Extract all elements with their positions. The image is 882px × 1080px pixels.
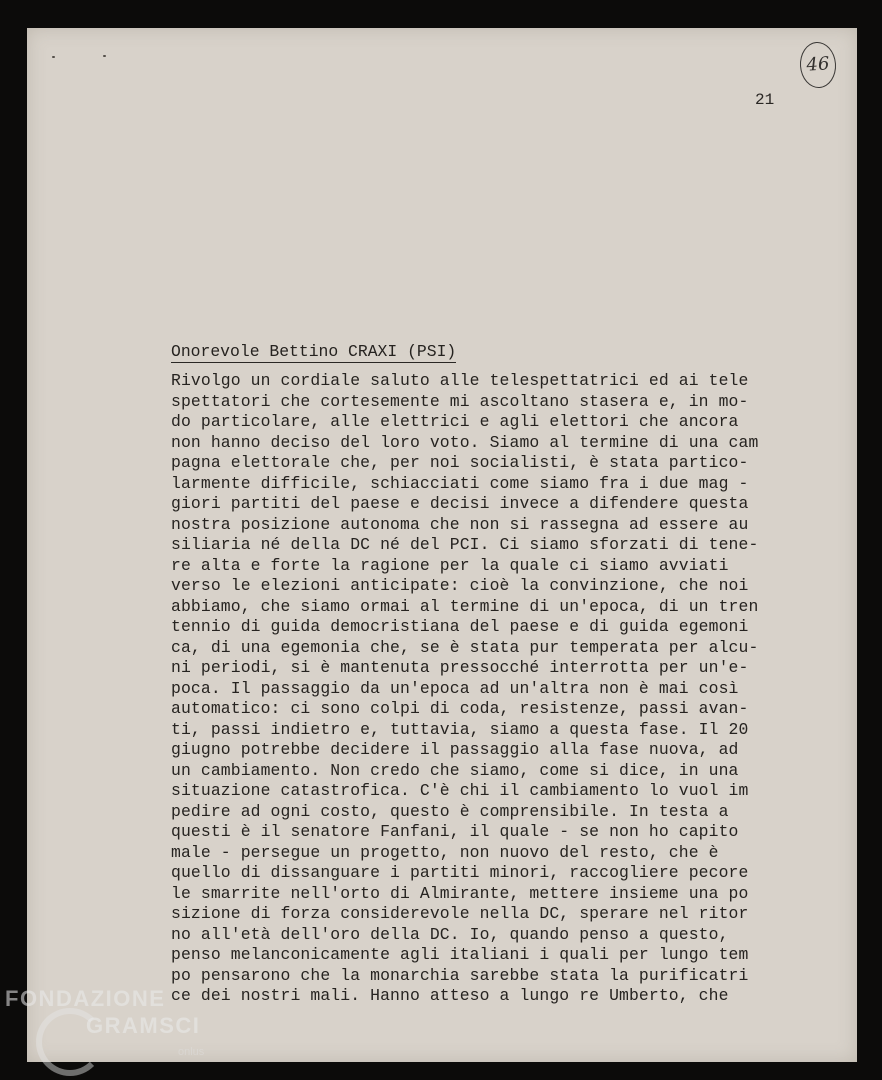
text-line: un cambiamento. Non credo che siamo, come si dice, in una xyxy=(171,760,739,780)
text-line: ce dei nostri mali. Hanno atteso a lungo re Umberto, che xyxy=(171,986,729,1005)
text-line: sizione di forza considerevole nella DC, sperare nel ritor xyxy=(171,904,749,923)
text-line: automatico: ci sono colpi di coda, resistenze, passi avan- xyxy=(171,699,749,718)
text-line: nostra posizione autonoma che non si rassegna ad essere au xyxy=(171,514,749,534)
paper-speck xyxy=(52,56,55,58)
watermark-suffix: onlus xyxy=(178,1046,205,1058)
text-line: ca, di una egemonia che, se è stata pur temperata per alcu- xyxy=(171,637,759,657)
text-line: giori partiti del paese e decisi invece a difendere questa xyxy=(171,494,749,513)
text-line: pedire ad ogni costo, questo è comprensibile. In testa a xyxy=(171,801,729,821)
text-line: siliaria né della DC né del PCI. Ci siamo sforzati di tene- xyxy=(171,535,759,554)
speaker-heading: Onorevole Bettino CRAXI (PSI) xyxy=(171,342,457,361)
watermark-line-1: FONDAZIONE xyxy=(5,986,166,1011)
text-line: non hanno deciso del loro voto. Siamo al termine di una cam xyxy=(171,432,759,452)
text-line: tennio di guida democristiana del paese e di guida egemoni xyxy=(171,617,749,636)
archive-number-stamp: 46 xyxy=(798,41,837,89)
text-line: ti, passi indietro e, tuttavia, siamo a questa fase. Il 20 xyxy=(171,719,749,739)
text-line: male - persegue un progetto, non nuovo del resto, che è xyxy=(171,842,719,862)
text-line: po pensarono che la monarchia sarebbe stata la purificatri xyxy=(171,965,749,985)
text-line: giugno potrebbe decidere il passaggio alla fase nuova, ad xyxy=(171,740,739,759)
watermark-line-2: GRAMSCI xyxy=(86,1013,201,1038)
text-line: situazione catastrofica. C'è chi il cambiamento lo vuol im xyxy=(171,781,749,800)
text-line: no all'età dell'oro della DC. Io, quando penso a questo, xyxy=(171,924,729,944)
text-line: ni periodi, si è mantenuta pressocché interrotta per un'e- xyxy=(171,658,749,677)
text-line: poca. Il passaggio da un'epoca ad un'altra non è mai così xyxy=(171,678,739,698)
text-line: questi è il senatore Fanfani, il quale - se non ho capito xyxy=(171,822,739,841)
text-line: le smarrite nell'orto di Almirante, mettere insieme una po xyxy=(171,883,749,903)
text-line: penso melanconicamente agli italiani i quali per lungo tem xyxy=(171,945,749,964)
document-page xyxy=(27,28,857,1062)
text-line: abbiamo, che siamo ormai al termine di un'epoca, di un tren xyxy=(171,596,759,616)
text-line: verso le elezioni anticipate: cioè la convinzione, che noi xyxy=(171,576,749,595)
text-line: quello di dissanguare i partiti minori, raccogliere pecore xyxy=(171,863,749,882)
speech-body xyxy=(171,371,811,1007)
text-line: larmente difficile, schiacciati come siamo fra i due mag - xyxy=(171,473,749,493)
text-line: pagna elettorale che, per noi socialisti, è stata partico- xyxy=(171,453,749,472)
text-line: re alta e forte la ragione per la quale ci siamo avviati xyxy=(171,555,729,575)
text-line: do particolare, alle elettrici e agli elettori che ancora xyxy=(171,412,739,431)
text-line: Rivolgo un cordiale saluto alle telespettatrici ed ai tele xyxy=(171,371,749,390)
page-number: 21 xyxy=(755,91,775,109)
paper-speck xyxy=(103,55,106,57)
text-line: spettatori che cortesemente mi ascoltano stasera e, in mo- xyxy=(171,391,749,411)
